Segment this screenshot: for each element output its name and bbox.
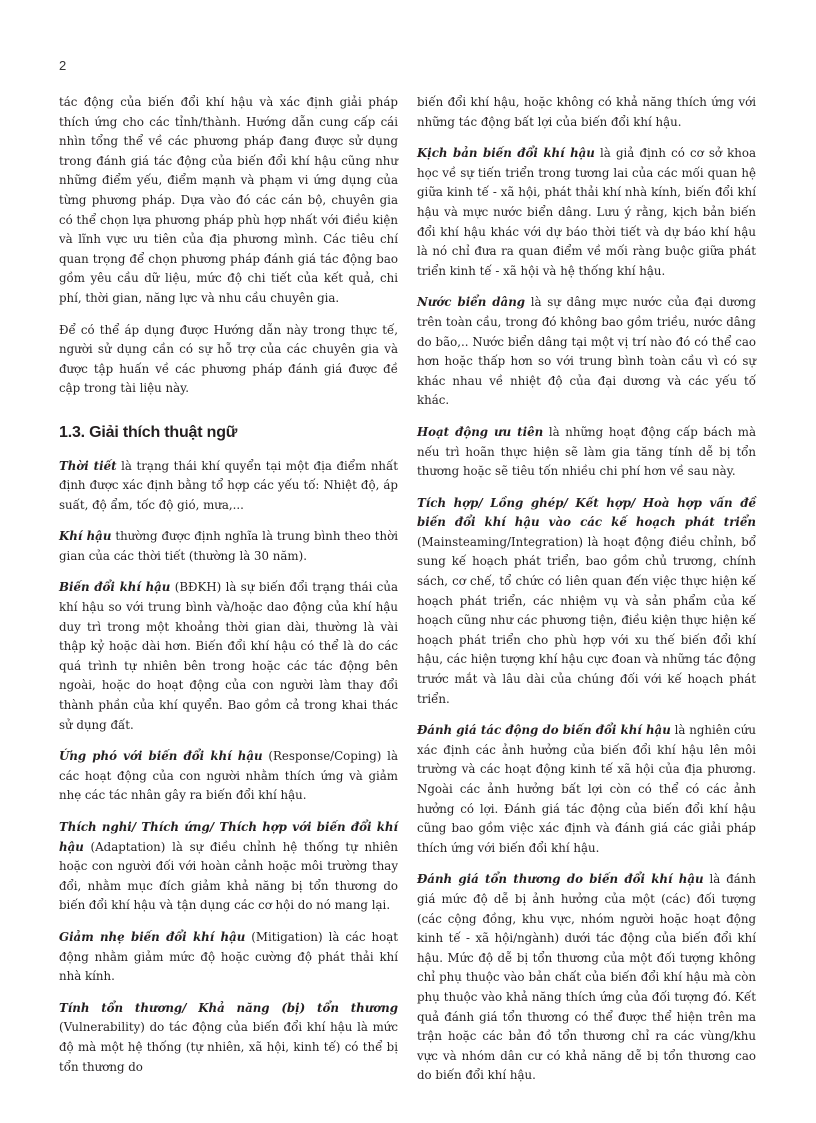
definition-giam-nhe xyxy=(59,928,398,987)
definition-text: là trạng thái khí quyển tại một địa điểm nhất định được xác định bằng tổ hợp các yếu tố: Nhiệt độ, áp suất, độ ẩm, tốc độ gió, mưa,... xyxy=(59,458,398,512)
definition-bien-doi-khi-hau xyxy=(59,578,398,735)
definition-tich-hop xyxy=(417,494,756,710)
definition-text: (Mitigation) là các hoạt động nhằm giảm mức độ hoặc cường độ phát thải khí nhà kính. xyxy=(59,929,398,984)
page-number: 2 xyxy=(59,58,67,73)
definition-text: là những hoạt động cấp bách mà nếu trì hoãn thực hiện sẽ làm gia tăng tính dễ bị tổn thương hoặc sẽ tiêu tốn nhiều chi phí hơn về sau này. xyxy=(417,424,757,479)
definition-term: Khí hậu xyxy=(59,529,112,544)
definition-ung-pho xyxy=(59,747,398,806)
definition-text: (Adaptation) là sự điều chỉnh hệ thống tự nhiên hoặc con người đối với hoàn cảnh hoặc môi trường thay đổi, nhằm mục đích giảm khả năng bị tổn thương do biến đổi khí hậu và tận dụng các cơ hội do nó mang lại. xyxy=(59,839,398,913)
definition-term: Tích hợp/ Lồng ghép/ Kết hợp/ Hoà hợp vấn đề biến đổi khí hậu vào các kế hoạch phát triển xyxy=(417,495,756,530)
definition-text: (Response/Coping) là các hoạt động của con người nhằm thích ứng và giảm nhẹ các tác nhân gây ra biến đổi khí hậu. xyxy=(59,749,398,803)
definition-nuoc-bien-dang xyxy=(417,293,756,411)
definition-danh-gia-ton-thuong xyxy=(417,870,756,1086)
right-column xyxy=(417,93,756,1098)
definition-thoi-tiet xyxy=(59,457,398,516)
definition-text: là đánh giá mức độ dễ bị ảnh hưởng của một (các) đối tượng (các cộng đồng, khu vực, nhóm người hoặc hoạt động kinh tế - xã hội/ngành) dưới tác động của biến đổi khí hậu. Mức độ dễ bị tổn thương của một đối tượng không chỉ phụ thuộc vào bản chất của biến đổi khí hậu mà còn phụ thuộc vào khả năng thích ứng của đối tượng đó. Kết quả đánh giá tổn thương có thể được thể hiện trên ma trận hoặc các bản đồ tổn thương chỉ ra các vùng/khu vực và nhóm dân cư có khả năng dễ bị tổn thương cao do biến đổi khí hậu. xyxy=(417,872,756,1083)
definition-text: thường được định nghĩa là trung bình theo thời gian của các thời tiết (thường là 30 năm). xyxy=(59,529,398,563)
definition-kich-ban xyxy=(417,144,756,281)
definition-term: Giảm nhẹ biến đổi khí hậu xyxy=(59,929,246,944)
left-column xyxy=(59,93,398,1089)
definition-term: Thích nghi/ Thích ứng/ Thích hợp với biến đổi khí hậu xyxy=(59,820,398,854)
section-heading: 1.3. Giải thích thuật ngữ xyxy=(59,423,238,441)
definition-term: Biến đổi khí hậu xyxy=(59,580,171,595)
definition-hoat-dong-uu-tien xyxy=(417,423,756,482)
definition-text: (Mainsteaming/Integration) là hoạt động điều chỉnh, bổ sung kế hoạch phát triển, bao gồm chủ trương, chính sách, cơ chế, tổ chức có liên quan đến việc thực hiện kế hoạch phát triển, các nhiệm vụ và sản phẩm của kế hoạch cũng như các phương tiện, điều kiện thực hiện kế hoạch phát triển cho phù hợp với xu thế biến đổi khí hậu, các hiện tượng khí hậu cực đoan và những tác động trước mắt và lâu dài của chúng đối với kế hoạch phát triển. xyxy=(417,534,756,706)
definition-term: Ứng phó với biến đổi khí hậu xyxy=(59,749,263,764)
definition-text: là sự dâng mực nước của đại dương trên toàn cầu, trong đó không bao gồm triều, nước dâng do bão,.. Nước biển dâng tại một vị trí nào đó có thể cao hơn hoặc thấp hơn so với trung bình toàn cầu vì có sự khác nhau về nhiệt độ của đại dương và các yếu tố khác. xyxy=(417,295,757,408)
definition-danh-gia-tac-dong xyxy=(417,721,756,858)
definition-khi-hau xyxy=(59,527,398,566)
definition-thich-nghi xyxy=(59,818,398,916)
definition-text: (Vulnerability) do tác động của biến đổi khí hậu là mức độ mà một hệ thống (tự nhiên, xã hội, kinh tế) có thể bị tổn thương do xyxy=(59,1020,398,1074)
intro-paragraph-1: tác động của biến đổi khí hậu và xác định giải pháp thích ứng cho các tỉnh/thành. Hướng dẫn cung cấp cái nhìn tổng thể về các phương pháp đang được sử dụng trong đánh giá tác động của biến đổi khí hậu cũng như những điểm yếu, điểm mạnh và phạm vi ứng dụng của từng phương pháp. Dựa vào đó các cán bộ, chuyên gia có thể chọn lựa phương pháp phù hợp nhất với điều kiện và lĩnh vực ưu tiên của địa phương mình. Các tiêu chí quan trọng để chọn phương pháp đánh giá tác động bao gồm yêu cầu dữ liệu, mức độ chi tiết của kết quả, chi phí, thời gian, năng lực và nhu cầu chuyên gia. xyxy=(59,95,398,305)
definition-text: là giả định có cơ sở khoa học về sự tiến triển trong tương lai của các mối quan hệ giữa kinh tế - xã hội, phát thải khí nhà kính, biến đổi khí hậu và mực nước biển dâng. Lưu ý rằng, kịch bản biến đổi khí hậu khác với dự báo thời tiết và dự báo khí hậu là nó chỉ đưa ra quan điểm về mối ràng buộc giữa phát triển kinh tế - xã hội và hệ thống khí hậu. xyxy=(417,146,756,278)
definition-text: là nghiên cứu xác định các ảnh hưởng của biến đổi khí hậu lên môi trường và các hoạt động kinh tế xã hội của địa phương. Ngoài các ảnh hưởng bất lợi còn có thể có các ảnh hưởng có lợi. Đánh giá tác động của biến đổi khí hậu cũng bao gồm việc xác định và đánh giá các giải pháp thích ứng với biến đổi khí hậu. xyxy=(417,723,756,855)
definition-tinh-ton-thuong xyxy=(59,999,398,1077)
definition-term: Thời tiết xyxy=(59,458,117,473)
definition-term: Tính tổn thương/ Khả năng (bị) tổn thương xyxy=(59,1000,398,1015)
definition-term: Nước biển dâng xyxy=(417,295,526,310)
definition-text: (BĐKH) là sự biến đổi trạng thái của khí hậu so với trung bình và/hoặc dao động của khí hậu duy trì trong một khoảng thời gian dài, thường là vài thập kỷ hoặc dài hơn. Biến đổi khí hậu có thể là do các quá trình tự nhiên bên trong hoặc các tác động bên ngoài, hoặc do hoạt động của con người làm thay đổi thành phần của khí quyển. Bao gồm cả trong khai thác sử dụng đất. xyxy=(59,580,399,732)
definition-term: Hoạt động ưu tiên xyxy=(417,424,544,439)
definition-term: Đánh giá tổn thương do biến đổi khí hậu xyxy=(417,872,704,887)
definition-term: Kịch bản biến đổi khí hậu xyxy=(417,146,595,161)
continuation-paragraph: biến đổi khí hậu, hoặc không có khả năng thích ứng với những tác động bất lợi của biến đổi khí hậu. xyxy=(417,95,756,129)
intro-paragraph-2: Để có thể áp dụng được Hướng dẫn này trong thực tế, người sử dụng cần có sự hỗ trợ của các chuyên gia và được tập huấn về các phương pháp đánh giá được đề cập trong tài liệu này. xyxy=(59,322,398,396)
definition-term: Đánh giá tác động do biến đổi khí hậu xyxy=(417,723,671,738)
